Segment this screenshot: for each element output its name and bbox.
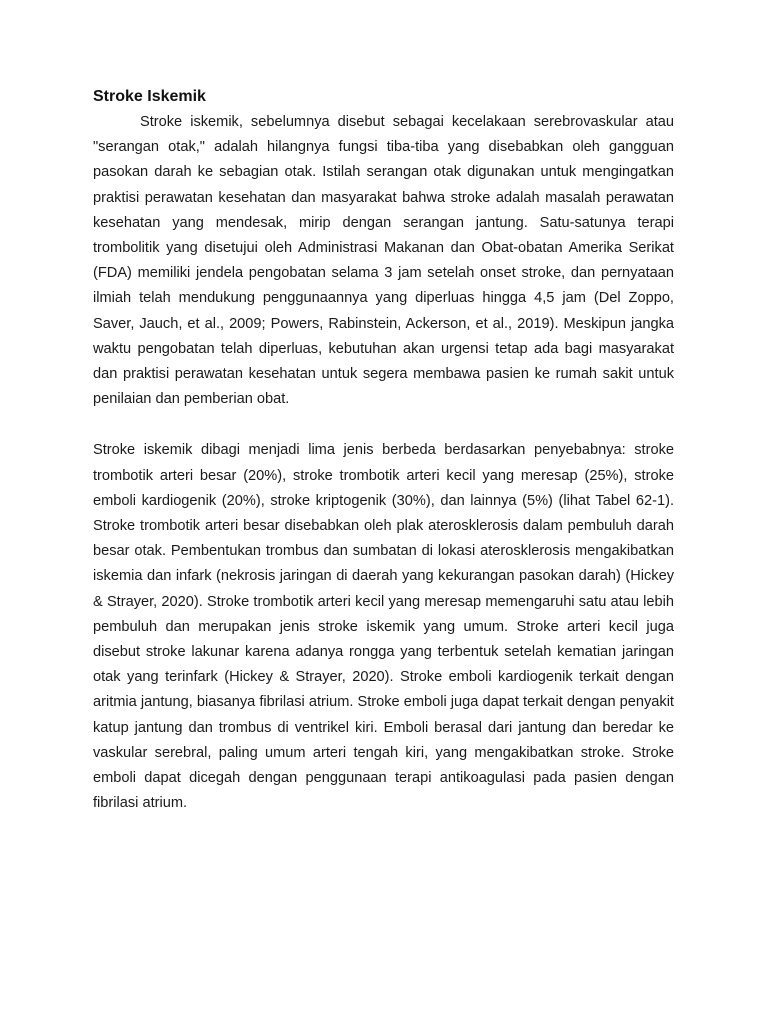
paragraph-intro: Stroke iskemik, sebelumnya disebut sebagai kecelakaan serebrovaskular atau "serangan otak," adalah hilangnya fungsi tiba-tiba yang disebabkan oleh gangguan pasokan darah ke sebagian otak. Istilah serangan otak digunakan untuk mengingatkan praktisi perawatan kesehatan dan masyarakat bahwa stroke adalah masalah perawatan kesehatan yang mendesak, mirip dengan serangan jantung. Satu-satunya terapi trombolitik yang disetujui oleh Administrasi Makanan dan Obat-obatan Amerika Serikat (FDA) memiliki jendela pengobatan selama 3 jam setelah onset stroke, dan pernyataan ilmiah telah mendukung penggunaannya yang diperluas hingga 4,5 jam (Del Zoppo, Saver, Jauch, et al., 2009; Powers, Rabinstein, Ackerson, et al., 2019). Meskipun jangka waktu pengobatan telah diperluas, kebutuhan akan urgensi tetap ada bagi masyarakat dan praktisi perawatan kesehatan untuk segera membawa pasien ke rumah sakit untuk penilaian dan pemberian obat.	[93, 114, 674, 408]
paragraph-spacer	[93, 412, 674, 438]
document-body	[93, 86, 674, 816]
paragraph-types: Stroke iskemik dibagi menjadi lima jenis berbeda berdasarkan penyebabnya: stroke trombotik arteri besar (20%), stroke trombotik arteri kecil yang meresap (25%), stroke emboli kardiogenik (20%), stroke kriptogenik (30%), dan lainnya (5%) (lihat Tabel 62-1). Stroke trombotik arteri besar disebabkan oleh plak aterosklerosis dalam pembuluh darah besar otak. Pembentukan trombus dan sumbatan di lokasi aterosklerosis mengakibatkan iskemia dan infark (nekrosis jaringan di daerah yang kekurangan pasokan darah) (Hickey & Strayer, 2020). Stroke trombotik arteri kecil yang meresap memengaruhi satu atau lebih pembuluh dan merupakan jenis stroke iskemik yang umum. Stroke arteri kecil juga disebut stroke lakunar karena adanya rongga yang terbentuk setelah kematian jaringan otak yang terinfark (Hickey & Strayer, 2020). Stroke emboli kardiogenik terkait dengan aritmia jantung, biasanya fibrilasi atrium. Stroke emboli juga dapat terkait dengan penyakit katup jantung dan trombus di ventrikel kiri. Emboli berasal dari jantung dan beredar ke vaskular serebral, paling umum arteri tengah kiri, yang mengakibatkan stroke. Stroke emboli dapat dicegah dengan penggunaan terapi antikoagulasi pada pasien dengan fibrilasi atrium.	[93, 442, 674, 812]
section-heading: Stroke Iskemik	[93, 88, 206, 105]
